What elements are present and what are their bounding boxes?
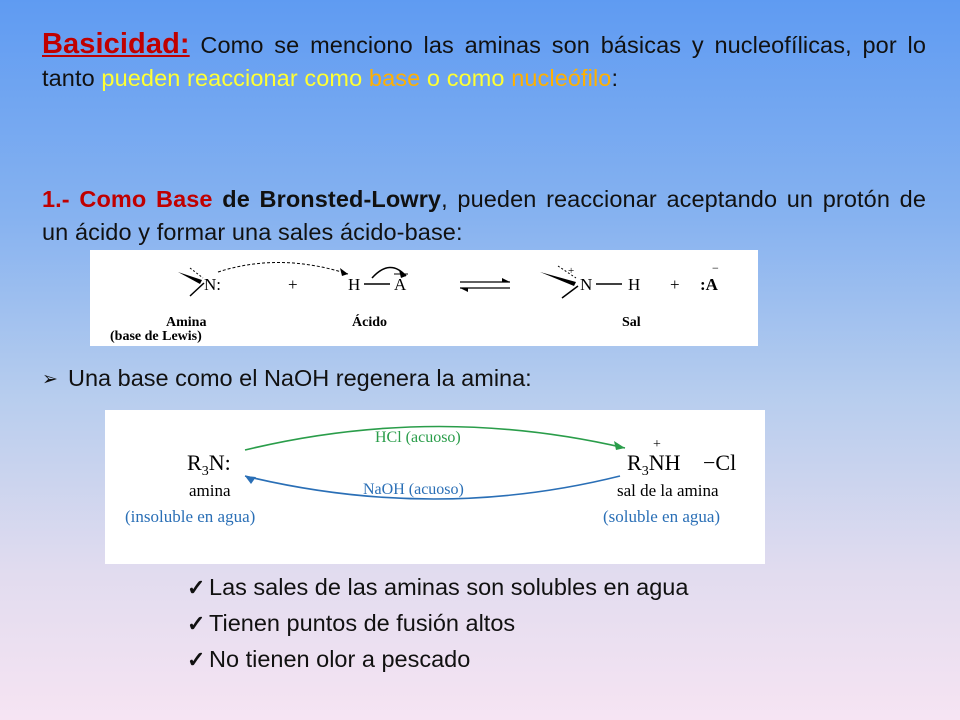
property-text: Las sales de las aminas son solubles en agua [209, 574, 689, 600]
acid-base-reaction-image [90, 250, 758, 346]
arrow-bullet-icon: ➢ [42, 369, 58, 390]
label-sal: Sal [622, 315, 641, 330]
insoluble-label: (insoluble en agua) [125, 507, 256, 526]
right-plus: + [653, 437, 661, 452]
right-r: R [627, 450, 642, 475]
intro-highlight-2: o como [420, 65, 512, 91]
conjugate-base: :A [700, 275, 718, 294]
chloride: −Cl [703, 450, 737, 475]
bronsted-paragraph [42, 183, 926, 249]
soluble-label: (soluble en agua) [603, 507, 721, 526]
plus-sign-1: + [288, 275, 298, 294]
section-number: 1.- Como Base [42, 186, 213, 212]
hcl-label: HCl (acuoso) [375, 429, 461, 446]
naoh-text: Una base como el NaOH regenera la amina: [68, 365, 532, 391]
negative-charge: − [712, 261, 719, 275]
electron-arrow [218, 262, 348, 274]
dashed-bond [190, 268, 203, 278]
positive-charge: + [568, 265, 575, 277]
properties-list [187, 569, 688, 677]
naoh-label: NaOH (acuoso) [363, 481, 464, 498]
left-sub: 3 [201, 464, 209, 479]
list-item [187, 641, 688, 677]
intro-end: : [611, 65, 619, 91]
single-bond [190, 283, 204, 296]
property-text: Tienen puntos de fusión altos [209, 610, 516, 636]
intro-base-word: base [368, 65, 421, 91]
right-sub: 3 [641, 464, 649, 479]
svg-text:R3NH [627, 450, 681, 479]
slide-title: Basicidad: [42, 28, 190, 60]
intro-text: Como se menciono las aminas son básicas y nucleofílicas, por lo tanto [42, 32, 926, 91]
label-amina: Amina [166, 315, 207, 330]
check-icon: ✓ [187, 575, 206, 600]
label-acido: Ácido [352, 315, 387, 330]
svg-text:R3N: [187, 450, 231, 479]
salt-cycle-diagram [105, 410, 765, 564]
intro-paragraph [42, 28, 926, 95]
sal-amina-label: sal de la amina [617, 481, 719, 500]
check-icon: ✓ [187, 647, 206, 672]
naoh-bullet [42, 362, 532, 396]
right-nh: NH [648, 450, 681, 475]
wedge-bond [178, 272, 202, 284]
amina-label: amina [189, 481, 231, 500]
bronsted-lowry-term: Bronsted-Lowry [259, 186, 442, 212]
label-base-lewis: (base de Lewis) [110, 329, 202, 344]
left-r: R [187, 450, 202, 475]
ammonium-n: N [580, 275, 593, 294]
list-item [187, 605, 688, 641]
left-n: N: [208, 450, 231, 475]
bronsted-rest: , pueden reaccionar aceptando un protón de un ácido y formar una sales ácido-base: [42, 186, 926, 245]
list-item [187, 569, 688, 605]
acid-a: A [394, 275, 407, 294]
amine-salt-cycle-image [105, 410, 765, 564]
intro-nucleofilo-word: nucleófilo [511, 65, 612, 91]
plus-sign-2: + [670, 275, 680, 294]
intro-highlight-1: pueden reaccionar como [101, 65, 369, 91]
reaction-diagram [90, 250, 758, 346]
amine-n: N: [204, 275, 221, 294]
property-text: No tienen olor a pescado [209, 646, 471, 672]
ammonium-h: H [628, 275, 641, 294]
de-word: de [212, 186, 260, 212]
check-icon: ✓ [187, 611, 206, 636]
hydrogen: H [348, 275, 361, 294]
